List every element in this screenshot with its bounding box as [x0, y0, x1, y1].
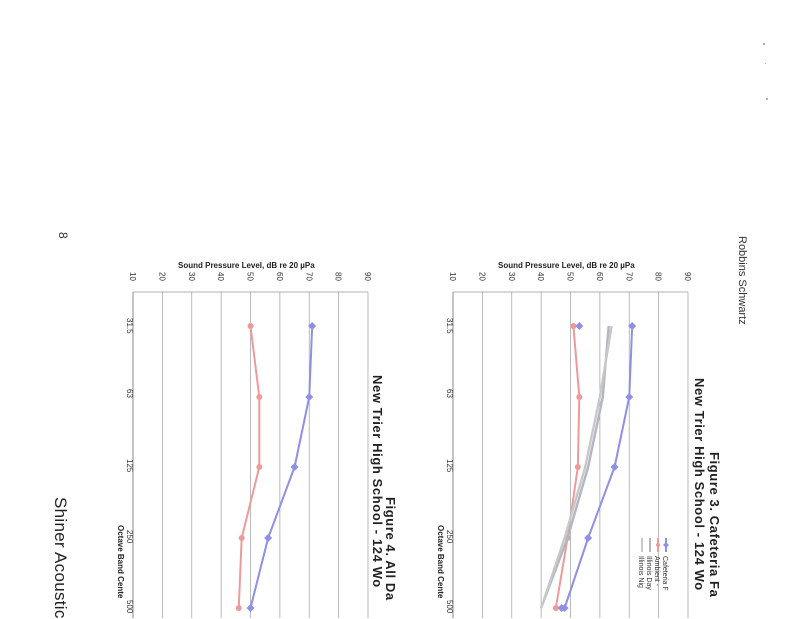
legend-label: Illinois Nig	[637, 556, 644, 588]
figure3-title-line1: Figure 3. Cafeteria Fa	[707, 452, 722, 598]
x-tick-label: 250	[445, 530, 454, 544]
data-point	[575, 322, 583, 330]
legend-label: Illinois Day	[645, 556, 652, 590]
x-axis-label: Octave Band Cente	[436, 525, 445, 599]
y-tick-label: 80	[333, 272, 343, 281]
y-tick-label: 30	[186, 272, 196, 281]
data-point	[625, 393, 633, 401]
y-tick-label: 40	[536, 272, 546, 281]
x-tick-label: 125	[445, 459, 454, 473]
legend-label: Ambient -	[653, 556, 660, 586]
y-tick-label: 10	[128, 272, 137, 281]
series-line	[565, 326, 633, 608]
footer-brand: Shiner Acoustic	[51, 497, 70, 619]
y-tick-label: 90	[683, 272, 692, 281]
page-number: 8	[56, 232, 70, 239]
y-tick-label: 50	[245, 272, 255, 281]
x-tick-label: 125	[125, 459, 134, 473]
data-point	[611, 463, 619, 471]
figure4-title-line1: Figure 4. All Da	[383, 497, 398, 601]
x-tick-label: 500	[445, 600, 454, 614]
y-tick-label: 30	[506, 272, 516, 281]
y-tick-label: 80	[653, 272, 663, 281]
data-point	[256, 464, 262, 470]
y-tick-label: 60	[594, 272, 604, 281]
data-point	[239, 535, 245, 541]
x-tick-label: 500	[125, 600, 134, 614]
x-tick-label: 31.5	[125, 318, 134, 334]
y-axis-label: Sound Pressure Level, dB re 20 µPa	[178, 261, 315, 270]
y-tick-label: 70	[624, 272, 634, 281]
y-tick-label: 40	[216, 272, 226, 281]
figure4-title-line2: New Trier High School - 124 Wo	[370, 375, 385, 588]
data-point	[256, 394, 262, 400]
legend-marker	[656, 543, 660, 547]
x-axis-label: Octave Band Cente	[116, 525, 125, 599]
data-point	[584, 534, 592, 542]
data-point	[576, 394, 582, 400]
x-tick-label: 63	[445, 389, 454, 398]
y-tick-label: 90	[363, 272, 372, 281]
x-tick-label: 63	[125, 389, 134, 398]
data-point	[291, 463, 299, 471]
figure4-chart	[116, 261, 372, 618]
y-tick-label: 10	[448, 272, 457, 281]
running-header: Robbins Schwartz	[736, 236, 748, 325]
data-point	[264, 534, 272, 542]
figure3-title-line2: New Trier High School - 124 Wo	[692, 378, 707, 591]
x-tick-label: 250	[125, 530, 134, 544]
y-axis-label: Sound Pressure Level, dB re 20 µPa	[498, 261, 635, 270]
data-point	[305, 393, 313, 401]
y-tick-label: 50	[565, 272, 575, 281]
y-tick-label: 20	[157, 272, 167, 281]
x-tick-label: 31.5	[445, 318, 454, 334]
legend-label: Cafeteria F	[661, 556, 668, 591]
data-point	[247, 604, 255, 612]
data-point	[575, 464, 581, 470]
y-tick-label: 20	[477, 272, 487, 281]
y-tick-label: 70	[304, 272, 314, 281]
y-tick-label: 60	[274, 272, 284, 281]
figure3-chart	[436, 261, 692, 618]
legend-marker	[663, 542, 669, 548]
series-line	[239, 326, 260, 608]
data-point	[236, 605, 242, 611]
data-point	[248, 323, 254, 329]
